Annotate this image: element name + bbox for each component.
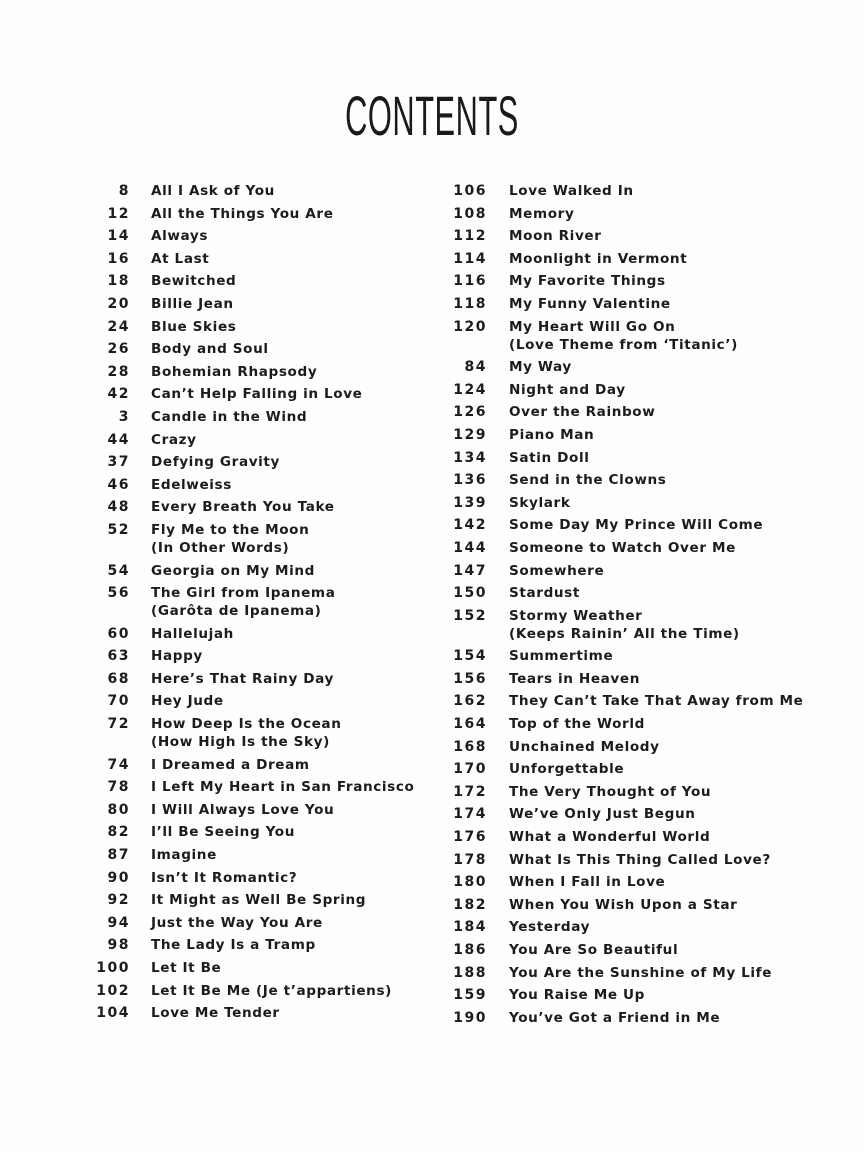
toc-entry[interactable] bbox=[445, 562, 804, 580]
song-title-text: Send in the Clowns bbox=[509, 472, 667, 489]
song-title-text: All I Ask of You bbox=[151, 183, 275, 199]
song-title-text: I Dreamed a Dream bbox=[151, 756, 310, 773]
song-title-text: Skylark bbox=[509, 494, 571, 511]
page-number: 46 bbox=[107, 476, 130, 493]
song-title bbox=[151, 385, 362, 403]
page-number: 18 bbox=[107, 273, 130, 290]
song-title bbox=[151, 1004, 280, 1022]
song-title-text: The Very Thought of You bbox=[509, 783, 712, 800]
song-title bbox=[509, 539, 736, 557]
page-number: 52 bbox=[107, 521, 130, 538]
song-title-text: You’ve Got a Friend in Me bbox=[509, 1009, 721, 1026]
song-title bbox=[509, 471, 666, 489]
song-title bbox=[509, 403, 655, 421]
song-title bbox=[151, 625, 234, 643]
song-title-text: Satin Doll bbox=[509, 449, 590, 466]
song-title bbox=[151, 476, 232, 494]
toc-entry[interactable] bbox=[90, 363, 414, 381]
song-title-text: Stardust bbox=[509, 585, 580, 602]
song-title-text: Someone to Watch Over Me bbox=[509, 539, 736, 556]
song-title bbox=[151, 891, 366, 909]
song-title-text: Love Walked In bbox=[509, 183, 634, 199]
toc-entry[interactable] bbox=[90, 715, 414, 751]
song-title bbox=[151, 801, 334, 819]
song-title-text: Edelweiss bbox=[151, 476, 232, 493]
song-title-text: Blue Skies bbox=[151, 318, 237, 335]
toc-entry[interactable] bbox=[90, 272, 414, 290]
page-number: 63 bbox=[107, 648, 130, 665]
song-title bbox=[151, 778, 414, 796]
song-title bbox=[151, 408, 307, 426]
page-number: 16 bbox=[107, 250, 130, 267]
page-number: 87 bbox=[107, 847, 130, 864]
toc-entry[interactable] bbox=[90, 625, 414, 643]
page-number: 26 bbox=[107, 341, 130, 358]
song-title bbox=[151, 982, 392, 1000]
page-number: 14 bbox=[107, 228, 130, 245]
toc-entry[interactable] bbox=[445, 760, 804, 778]
page-number: 190 bbox=[453, 1009, 487, 1026]
song-title-text: Summertime bbox=[509, 648, 614, 665]
page-number: 80 bbox=[107, 801, 130, 818]
song-title-text: Fly Me to the Moon bbox=[151, 521, 310, 538]
page-number: 20 bbox=[107, 295, 130, 312]
toc-entry[interactable] bbox=[445, 494, 804, 512]
song-title-text: You Are the Sunshine of My Life bbox=[509, 964, 773, 981]
page-number: 188 bbox=[453, 964, 487, 981]
toc-entry[interactable] bbox=[90, 182, 414, 200]
page-number: 72 bbox=[107, 716, 130, 733]
page-number: 56 bbox=[107, 585, 130, 602]
song-title-text: Let It Be Me (Je t’appartiens) bbox=[151, 982, 392, 999]
page-number: 147 bbox=[453, 562, 487, 579]
toc-entry[interactable] bbox=[445, 1009, 804, 1027]
toc-entry[interactable] bbox=[90, 340, 414, 358]
toc-entry[interactable] bbox=[90, 453, 414, 471]
song-title-text: Tears in Heaven bbox=[509, 670, 640, 687]
song-title-text: My Funny Valentine bbox=[509, 295, 671, 312]
toc-entry[interactable] bbox=[90, 431, 414, 449]
page-number: 144 bbox=[453, 539, 487, 556]
toc-entry[interactable] bbox=[445, 250, 804, 268]
page-number: 124 bbox=[453, 381, 487, 398]
song-title bbox=[151, 647, 203, 665]
song-title bbox=[509, 670, 640, 688]
toc-entry[interactable] bbox=[90, 959, 414, 977]
toc-entry[interactable] bbox=[445, 403, 804, 421]
page-number: 134 bbox=[453, 449, 487, 466]
toc-entry[interactable] bbox=[90, 869, 414, 887]
toc-entry[interactable] bbox=[445, 295, 804, 313]
toc-entry[interactable] bbox=[90, 318, 414, 336]
toc-entry[interactable] bbox=[445, 738, 804, 756]
toc-entry[interactable] bbox=[90, 250, 414, 268]
page-number: 126 bbox=[453, 404, 487, 421]
toc-entry[interactable] bbox=[90, 801, 414, 819]
song-title bbox=[151, 914, 323, 932]
song-title-text: I Will Always Love You bbox=[151, 801, 335, 818]
song-title-text: What Is This Thing Called Love? bbox=[509, 851, 771, 868]
page-number: 44 bbox=[107, 431, 130, 448]
song-title bbox=[151, 959, 221, 977]
page-number: 102 bbox=[96, 982, 130, 999]
song-title-text: You Raise Me Up bbox=[509, 987, 645, 1004]
toc-right-column bbox=[445, 182, 804, 1031]
song-title-text: I’ll Be Seeing You bbox=[151, 824, 296, 841]
song-title bbox=[509, 828, 710, 846]
page-title: CONTENTS bbox=[345, 84, 519, 147]
song-title bbox=[151, 182, 275, 200]
song-title bbox=[151, 936, 316, 954]
song-title bbox=[509, 873, 665, 891]
page-number: 82 bbox=[107, 824, 130, 841]
song-title-text: Body and Soul bbox=[151, 341, 269, 358]
toc-entry[interactable] bbox=[445, 227, 804, 245]
song-title bbox=[509, 250, 687, 268]
page-number: 176 bbox=[453, 829, 487, 846]
toc-entry[interactable] bbox=[90, 846, 414, 864]
song-title-text: Happy bbox=[151, 648, 203, 665]
song-title bbox=[151, 205, 334, 223]
song-title-text: Always bbox=[151, 228, 209, 245]
song-title-text: They Can’t Take That Away from Me bbox=[509, 693, 804, 710]
song-title-text: Moonlight in Vermont bbox=[509, 250, 688, 267]
song-title bbox=[151, 431, 197, 449]
toc-entry[interactable] bbox=[90, 756, 414, 774]
toc-entry[interactable] bbox=[445, 692, 804, 710]
page-number: 139 bbox=[453, 494, 487, 511]
page-number: 92 bbox=[107, 892, 130, 909]
toc-entry[interactable] bbox=[445, 918, 804, 936]
toc-entry[interactable] bbox=[90, 385, 414, 403]
toc-entry[interactable] bbox=[90, 498, 414, 516]
song-subtitle: (In Other Words) bbox=[151, 539, 290, 556]
song-title-text: Every Breath You Take bbox=[151, 499, 335, 516]
song-title bbox=[509, 851, 771, 869]
song-title bbox=[509, 584, 580, 602]
toc-entry[interactable] bbox=[90, 891, 414, 909]
song-title-text: What a Wonderful World bbox=[509, 829, 711, 846]
page-number: 159 bbox=[453, 987, 487, 1004]
page-number: 90 bbox=[107, 869, 130, 886]
toc-entry[interactable] bbox=[90, 521, 414, 557]
page-number: 78 bbox=[107, 779, 130, 796]
page-number: 74 bbox=[107, 756, 130, 773]
song-title-text: Billie Jean bbox=[151, 295, 234, 312]
page-number: 184 bbox=[453, 919, 487, 936]
toc-entry[interactable] bbox=[90, 408, 414, 426]
song-title-text: Piano Man bbox=[509, 426, 595, 443]
page-number: 164 bbox=[453, 716, 487, 733]
toc-entry[interactable] bbox=[445, 471, 804, 489]
song-title-text: Over the Rainbow bbox=[509, 404, 656, 421]
song-subtitle: (How High Is the Sky) bbox=[151, 734, 330, 751]
song-title bbox=[509, 516, 763, 534]
song-title bbox=[509, 272, 666, 290]
toc-entry[interactable] bbox=[445, 182, 804, 200]
toc-entry[interactable] bbox=[90, 647, 414, 665]
toc-entry[interactable] bbox=[90, 936, 414, 954]
page-number: 94 bbox=[107, 914, 130, 931]
toc-entry[interactable] bbox=[90, 1004, 414, 1022]
song-title bbox=[151, 823, 295, 841]
song-title bbox=[151, 227, 208, 245]
page-number: 150 bbox=[453, 585, 487, 602]
song-title-text: The Girl from Ipanema bbox=[151, 585, 336, 602]
toc-entry[interactable] bbox=[90, 914, 414, 932]
toc-entry[interactable] bbox=[445, 647, 804, 665]
page-number: 24 bbox=[107, 318, 130, 335]
page-number: 114 bbox=[453, 250, 487, 267]
toc-entry[interactable] bbox=[90, 562, 414, 580]
song-title-text: Unforgettable bbox=[509, 761, 625, 778]
toc-entry[interactable] bbox=[445, 715, 804, 733]
song-title-text: The Lady Is a Tramp bbox=[151, 937, 316, 954]
toc-entry[interactable] bbox=[90, 584, 414, 620]
song-title bbox=[509, 964, 772, 982]
song-title-text: Yesterday bbox=[509, 919, 591, 936]
toc-entry[interactable] bbox=[445, 205, 804, 223]
song-title-text: Crazy bbox=[151, 431, 197, 448]
song-title-text: Memory bbox=[509, 205, 575, 222]
song-title-text: Somewhere bbox=[509, 562, 605, 579]
page-number: 42 bbox=[107, 386, 130, 403]
page-number: 129 bbox=[453, 426, 487, 443]
song-title-text: Just the Way You Are bbox=[151, 914, 323, 931]
page-number: 84 bbox=[464, 359, 487, 376]
page-number: 178 bbox=[453, 851, 487, 868]
page-number: 8 bbox=[118, 183, 130, 199]
song-title-text: Can’t Help Falling in Love bbox=[151, 386, 363, 403]
page-number: 156 bbox=[453, 670, 487, 687]
song-title-text: Defying Gravity bbox=[151, 454, 280, 471]
song-title bbox=[151, 250, 209, 268]
toc-entry[interactable] bbox=[445, 381, 804, 399]
toc-entry[interactable] bbox=[90, 227, 414, 245]
song-title-text: My Heart Will Go On bbox=[509, 318, 676, 335]
toc-entry[interactable] bbox=[445, 964, 804, 982]
song-title bbox=[509, 941, 678, 959]
page-number: 162 bbox=[453, 693, 487, 710]
song-title-text: Hey Jude bbox=[151, 693, 224, 710]
song-title-text: Moon River bbox=[509, 228, 602, 245]
page-number: 98 bbox=[107, 937, 130, 954]
song-title-text: Here’s That Rainy Day bbox=[151, 670, 334, 687]
toc-entry[interactable] bbox=[445, 516, 804, 534]
toc-left-column bbox=[90, 182, 414, 1027]
page-number: 112 bbox=[453, 228, 487, 245]
song-title bbox=[151, 272, 236, 290]
page-number: 142 bbox=[453, 517, 487, 534]
song-title-text: Bewitched bbox=[151, 273, 237, 290]
page-number: 174 bbox=[453, 806, 487, 823]
toc-entry[interactable] bbox=[90, 476, 414, 494]
song-title-text: Let It Be bbox=[151, 960, 222, 976]
song-title-text: When I Fall in Love bbox=[509, 874, 666, 891]
song-title bbox=[509, 562, 604, 580]
page-number: 186 bbox=[453, 942, 487, 958]
song-title bbox=[509, 738, 660, 756]
toc-entry[interactable] bbox=[445, 584, 804, 602]
song-title bbox=[151, 715, 342, 751]
song-title bbox=[151, 869, 297, 887]
song-title-text: You Are So Beautiful bbox=[509, 942, 679, 958]
toc-entry[interactable] bbox=[445, 318, 804, 354]
song-title bbox=[151, 521, 309, 557]
toc-entry[interactable] bbox=[445, 941, 804, 959]
toc-entry[interactable] bbox=[90, 692, 414, 710]
page-number: 136 bbox=[453, 472, 487, 489]
page-number: 182 bbox=[453, 896, 487, 913]
song-subtitle: (Love Theme from ‘Titanic’) bbox=[509, 336, 738, 353]
song-title bbox=[509, 647, 613, 665]
song-title bbox=[509, 715, 645, 733]
song-title bbox=[509, 358, 572, 376]
page-number: 106 bbox=[453, 183, 487, 199]
song-title bbox=[151, 453, 280, 471]
song-title bbox=[151, 295, 234, 313]
toc-entry[interactable] bbox=[90, 982, 414, 1000]
song-title bbox=[509, 918, 590, 936]
song-title-text: I Left My Heart in San Francisco bbox=[151, 779, 415, 796]
toc-entry[interactable] bbox=[445, 449, 804, 467]
song-title bbox=[151, 692, 224, 710]
song-title-text: All the Things You Are bbox=[151, 205, 334, 222]
toc-entry[interactable] bbox=[90, 823, 414, 841]
song-title-text: When You Wish Upon a Star bbox=[509, 896, 738, 913]
page-number: 116 bbox=[453, 273, 487, 290]
toc-entry[interactable] bbox=[90, 205, 414, 223]
song-title bbox=[509, 295, 671, 313]
toc-entry[interactable] bbox=[445, 986, 804, 1004]
song-title-text: Stormy Weather bbox=[509, 607, 643, 624]
page-number: 54 bbox=[107, 562, 130, 579]
song-title-text: Unchained Melody bbox=[509, 738, 660, 755]
song-title bbox=[509, 986, 645, 1004]
song-title bbox=[509, 318, 738, 354]
page-number: 170 bbox=[453, 761, 487, 778]
page-number: 28 bbox=[107, 363, 130, 380]
toc-entry[interactable] bbox=[445, 851, 804, 869]
song-title-text: My Favorite Things bbox=[509, 273, 666, 290]
song-title-text: My Way bbox=[509, 359, 572, 376]
song-title-text: How Deep Is the Ocean bbox=[151, 716, 342, 733]
page-number: 48 bbox=[107, 499, 130, 516]
toc-entry[interactable] bbox=[445, 828, 804, 846]
toc-entry[interactable] bbox=[445, 873, 804, 891]
song-title bbox=[151, 584, 335, 620]
song-subtitle: (Keeps Rainin’ All the Time) bbox=[509, 625, 740, 642]
toc-entry[interactable] bbox=[90, 778, 414, 796]
page-number: 60 bbox=[107, 625, 130, 642]
page-number: 37 bbox=[107, 454, 130, 471]
toc-entry[interactable] bbox=[445, 670, 804, 688]
song-title bbox=[151, 562, 315, 580]
song-title bbox=[509, 692, 804, 710]
toc-entry[interactable] bbox=[445, 607, 804, 643]
song-title bbox=[509, 760, 624, 778]
song-title bbox=[509, 381, 626, 399]
song-title bbox=[151, 756, 310, 774]
page-number: 108 bbox=[453, 205, 487, 222]
page-number: 120 bbox=[453, 318, 487, 335]
song-title bbox=[151, 363, 317, 381]
song-title-text: Night and Day bbox=[509, 381, 626, 398]
toc-entry[interactable] bbox=[445, 783, 804, 801]
page-number: 152 bbox=[453, 607, 487, 624]
song-title bbox=[509, 607, 740, 643]
page-number: 104 bbox=[96, 1005, 130, 1022]
page-number: 68 bbox=[107, 670, 130, 687]
page-number: 70 bbox=[107, 693, 130, 710]
song-title-text: Hallelujah bbox=[151, 625, 234, 642]
song-title bbox=[509, 205, 574, 223]
toc-entry[interactable] bbox=[445, 896, 804, 914]
song-title bbox=[151, 670, 334, 688]
song-title bbox=[509, 426, 594, 444]
song-title-text: Georgia on My Mind bbox=[151, 562, 315, 579]
toc-entry[interactable] bbox=[90, 295, 414, 313]
song-title-text: Imagine bbox=[151, 847, 217, 864]
song-title-text: Isn’t It Romantic? bbox=[151, 869, 298, 886]
song-title-text: We’ve Only Just Begun bbox=[509, 806, 696, 823]
song-title bbox=[509, 227, 602, 245]
song-title-text: Bohemian Rhapsody bbox=[151, 363, 318, 380]
toc-entry[interactable] bbox=[445, 426, 804, 444]
song-title-text: Love Me Tender bbox=[151, 1005, 280, 1022]
song-title bbox=[151, 846, 217, 864]
page-number: 168 bbox=[453, 738, 487, 755]
song-title-text: Top of the World bbox=[509, 716, 645, 733]
page-number: 118 bbox=[453, 295, 487, 312]
toc-entry[interactable] bbox=[445, 539, 804, 557]
song-title bbox=[509, 805, 696, 823]
page-number: 12 bbox=[107, 205, 130, 222]
page-number: 100 bbox=[96, 960, 130, 976]
song-title bbox=[509, 494, 570, 512]
song-title-text: Some Day My Prince Will Come bbox=[509, 517, 764, 534]
page-number: 154 bbox=[453, 648, 487, 665]
song-title-text: It Might as Well Be Spring bbox=[151, 892, 367, 909]
toc-entry[interactable] bbox=[445, 358, 804, 376]
song-title bbox=[151, 498, 335, 516]
song-title bbox=[509, 896, 737, 914]
song-title bbox=[151, 340, 269, 358]
toc-entry[interactable] bbox=[90, 670, 414, 688]
toc-entry[interactable] bbox=[445, 805, 804, 823]
song-title bbox=[509, 182, 634, 200]
song-subtitle: (Garôta de Ipanema) bbox=[151, 603, 322, 620]
song-title bbox=[509, 1009, 720, 1027]
song-title bbox=[509, 449, 589, 467]
toc-entry[interactable] bbox=[445, 272, 804, 290]
song-title-text: At Last bbox=[151, 250, 210, 267]
page-number: 180 bbox=[453, 874, 487, 891]
song-title bbox=[509, 783, 711, 801]
page-number: 3 bbox=[118, 408, 130, 425]
song-title bbox=[151, 318, 236, 336]
song-title-text: Candle in the Wind bbox=[151, 408, 308, 425]
page-number: 172 bbox=[453, 783, 487, 800]
